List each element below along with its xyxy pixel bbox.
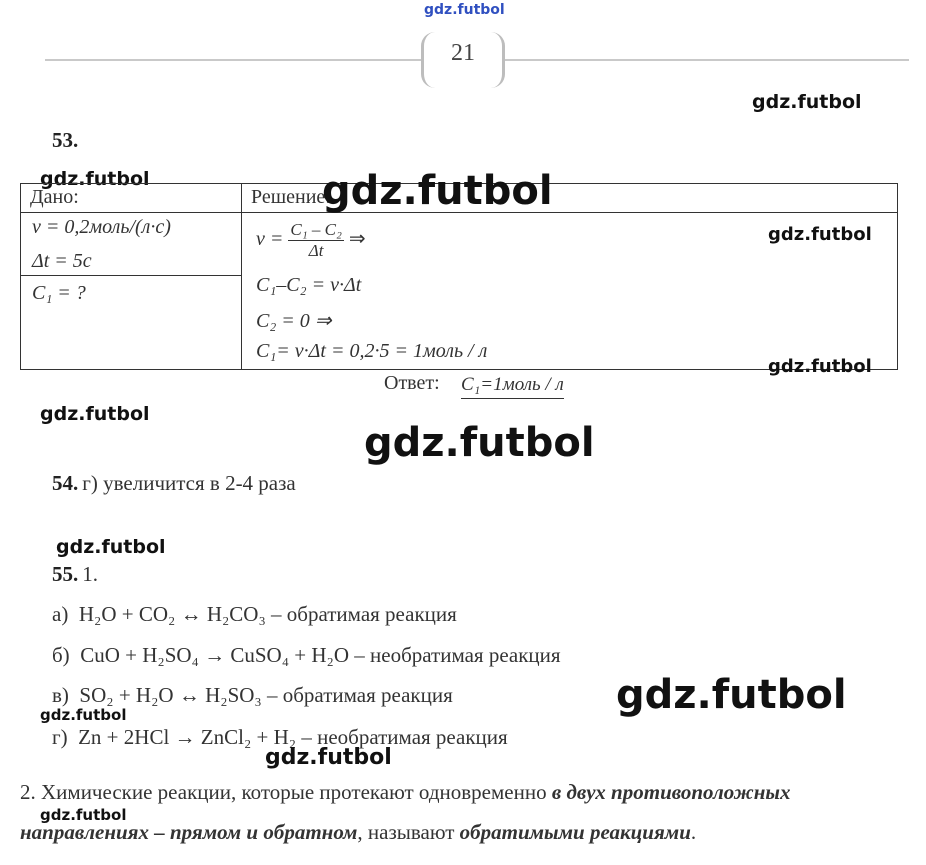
solution-header: Решение: (251, 186, 331, 208)
problem-54-answer: г) увеличится в 2-4 раза (82, 471, 296, 495)
reaction-text: CuO + H₂SO₄ → CuSO₄ + H₂O – необратимая реакция (80, 643, 561, 667)
reaction-label: а) (52, 602, 69, 626)
solution-step-3: C₁= v·Δt = 0,2·5 = 1моль / л (256, 340, 488, 362)
reaction-a (52, 602, 457, 627)
definition-line-1 (20, 780, 791, 805)
reaction-text: Zn + 2HCl → ZnCl₂ + H₂ – необратимая реакция (78, 725, 508, 749)
watermark: gdz.futbol (40, 806, 127, 824)
reaction-label: г) (52, 725, 68, 749)
problem-55-number: 55. (52, 562, 79, 586)
reaction-label: в) (52, 683, 69, 707)
definition-bold: направлениях – прямом и обратном (20, 820, 358, 844)
reaction-text: SO₂ + H₂O ↔ H₂SO₃ – обратимая реакция (79, 683, 453, 707)
header-rule-left (45, 59, 421, 61)
watermark-large: gdz.futbol (364, 420, 595, 466)
given-velocity: v = 0,2моль/(л·с) (32, 216, 171, 238)
formula-lhs: v = (256, 228, 284, 251)
watermark: gdz.futbol (56, 536, 166, 558)
problem-54 (52, 471, 296, 496)
formula-fraction (288, 220, 344, 261)
header-rule-right (505, 59, 909, 61)
answer-value: C₁=1моль / л (461, 374, 564, 399)
definition-term: обратимыми реакциями (459, 820, 691, 844)
watermark: gdz.futbol (752, 91, 862, 113)
watermark: gdz.futbol (40, 706, 127, 724)
watermark: gdz.futbol (768, 356, 872, 377)
rate-formula (256, 220, 366, 261)
watermark-large: gdz.futbol (616, 672, 847, 718)
solution-step-1: C₁–C₂ = v·Δt (256, 274, 362, 296)
watermark: gdz.futbol (40, 168, 150, 190)
problem-55-subpart: 1. (82, 562, 98, 586)
watermark: gdz.futbol (40, 403, 150, 425)
table-given-rule (20, 275, 241, 276)
page-number-box (421, 32, 505, 88)
definition-period: . (690, 820, 697, 844)
problem-53-number: 53. (52, 128, 79, 152)
definition-bold: в двух противоположных (551, 780, 791, 804)
formula-arrow: ⇒ (348, 228, 366, 251)
watermark-top: gdz.futbol (424, 2, 505, 18)
watermark: gdz.futbol (265, 745, 392, 770)
solution-step-2: C₂ = 0 ⇒ (256, 310, 332, 332)
reaction-b (52, 643, 561, 668)
given-time: Δt = 5с (32, 250, 92, 272)
definition-line-2 (20, 820, 696, 845)
find-c1: C₁ = ? (32, 282, 86, 304)
definition-text: , называют (357, 820, 455, 844)
reaction-text: H₂O + CO₂ ↔ H₂CO₃ – обратимая реакция (78, 602, 457, 626)
watermark: gdz.futbol (768, 224, 872, 245)
problem-54-number: 54. (52, 471, 79, 495)
formula-denominator: Δt (308, 241, 324, 260)
formula-numerator: C₁ – C₂ (290, 220, 342, 239)
definition-number: 2. (20, 780, 36, 804)
reaction-label: б) (52, 643, 70, 667)
problem-55 (52, 562, 98, 587)
answer-label: Ответ: (384, 372, 440, 394)
reaction-c (52, 683, 453, 708)
definition-text: Химические реакции, которые протекают одновременно (41, 780, 547, 804)
page-number: 21 (451, 40, 475, 66)
given-header: Дано: (30, 186, 79, 208)
watermark-large: gdz.futbol (322, 168, 553, 214)
